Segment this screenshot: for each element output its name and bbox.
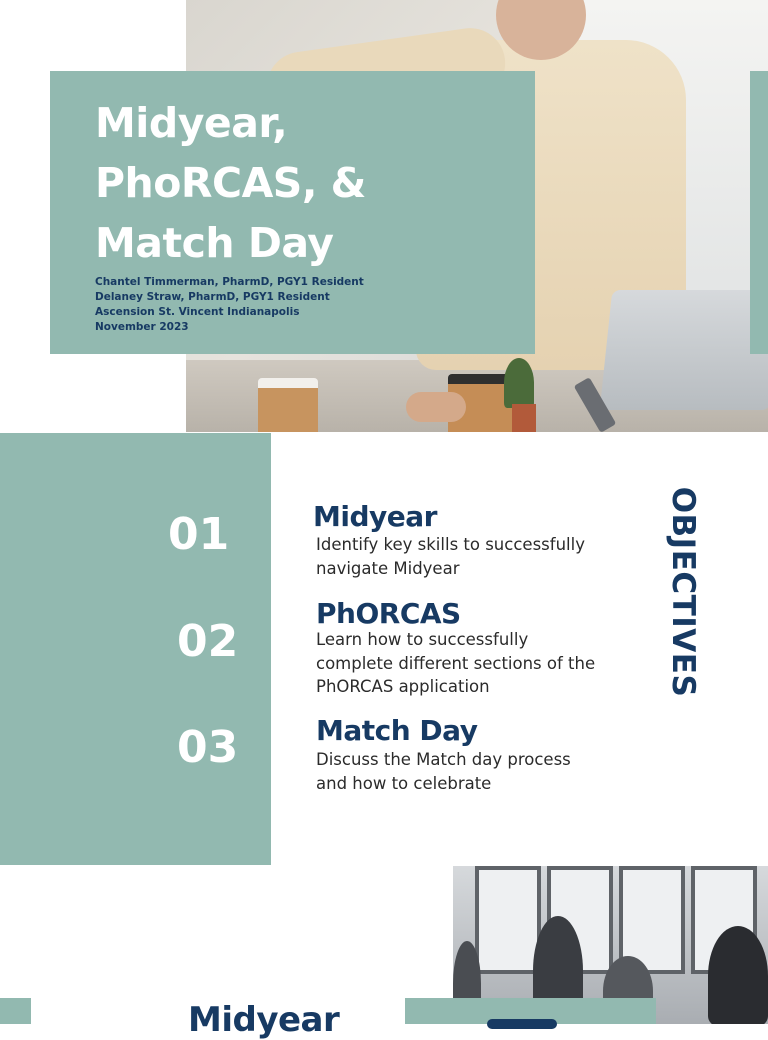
objectives-vertical-label: OBJECTIVES <box>665 486 701 698</box>
objective-heading: Match Day <box>316 714 478 747</box>
title-line: Match Day <box>95 219 334 267</box>
accent-strip <box>0 998 31 1024</box>
next-slide-heading: Midyear <box>188 1000 340 1040</box>
objective-heading: PhORCAS <box>316 597 461 630</box>
objective-number: 01 <box>168 509 230 560</box>
title-line: Midyear, <box>95 99 288 147</box>
title-line: PhoRCAS, & <box>95 159 366 207</box>
objective-description: Discuss the Match day process and how to celebrate <box>316 750 571 793</box>
institution-line: Ascension St. Vincent Indianapolis <box>95 306 300 318</box>
cover-title <box>95 93 366 273</box>
author-line: Delaney Straw, PharmD, PGY1 Resident <box>95 291 330 303</box>
navy-pill <box>487 1019 557 1029</box>
objective-number: 02 <box>177 616 239 667</box>
objective-heading: Midyear <box>313 500 437 533</box>
objective-description: Identify key skills to successfully navigate Midyear <box>316 535 585 578</box>
author-block <box>95 275 364 335</box>
author-line: Chantel Timmerman, PharmD, PGY1 Resident <box>95 276 364 288</box>
objective-description: Learn how to successfully complete different sections of the PhORCAS application <box>316 630 596 696</box>
objective-number: 03 <box>177 722 239 773</box>
accent-strip <box>750 71 768 354</box>
date-line: November 2023 <box>95 321 189 333</box>
